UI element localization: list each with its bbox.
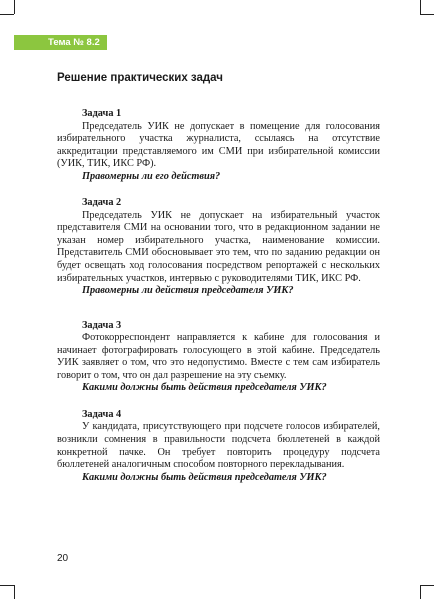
task-question: Какими должны быть действия председателя УИК? [82,382,327,394]
crop-mark-top-right-v [420,0,421,14]
topic-tab: Тема № 8.2 [14,35,107,50]
task-text: Председатель УИК не допускает на избирательный участок представителя СМИ на основании того, что в редакционном задании не указан номер избирательного участка, наименование комиссии. Представитель СМИ обосновывает это тем, что по заданию редакции он будет освещать ход голосования посредством репортажей с нескольких избирательных участков, интервью с руководителями ТИК, ИКС РФ. [57,209,380,284]
task-text: Фотокорреспондент направляется к кабине для голосования и начинает фотографировать голосующего в этой кабине. Председатель УИК заявляет о том, что это недопустимо. Вместе с тем сам избиратель говорит о том, что он дал разрешение на эту съемку. [57,332,380,381]
tasks-content [57,108,380,484]
crop-mark-bottom-right-h [420,585,434,586]
task-text: Председатель УИК не допускает в помещение для голосования избирательного участка журналиста, ссылаясь на отсутствие аккредитации представляемого им СМИ при избирательной комиссии (УИК, ТИК, ИКС РФ). [57,120,380,170]
crop-mark-top-right-h [420,14,434,15]
task-heading: Задача 3 [82,319,122,331]
crop-mark-top-left-h [0,14,14,15]
section-title: Решение практических задач [57,72,223,84]
crop-mark-top-left-v [14,0,15,14]
task-question: Правомерны ли его действия? [82,170,221,182]
crop-mark-bottom-right-v [420,585,421,599]
task-2 [57,197,380,297]
page-number: 20 [57,553,69,564]
crop-mark-bottom-left-v [14,585,15,599]
task-4 [57,409,380,484]
crop-mark-bottom-left-h [0,585,14,586]
task-heading: Задача 2 [82,197,122,209]
task-heading: Задача 1 [82,108,122,119]
task-heading: Задача 4 [82,408,122,420]
task-1 [57,108,380,183]
task-question: Правомерны ли действия председателя УИК? [82,285,294,297]
task-question: Какими должны быть действия председателя УИК? [82,471,327,483]
task-text: У кандидата, присутствующего при подсчете голосов избирателей, возникли сомнения в правильности подсчета бюллетеней в каждой конкретной пачке. Он требует повторить процедуру подсчета бюллетеней аналогичным способом повторного перекладывания. [57,421,380,471]
task-3 [57,320,380,395]
